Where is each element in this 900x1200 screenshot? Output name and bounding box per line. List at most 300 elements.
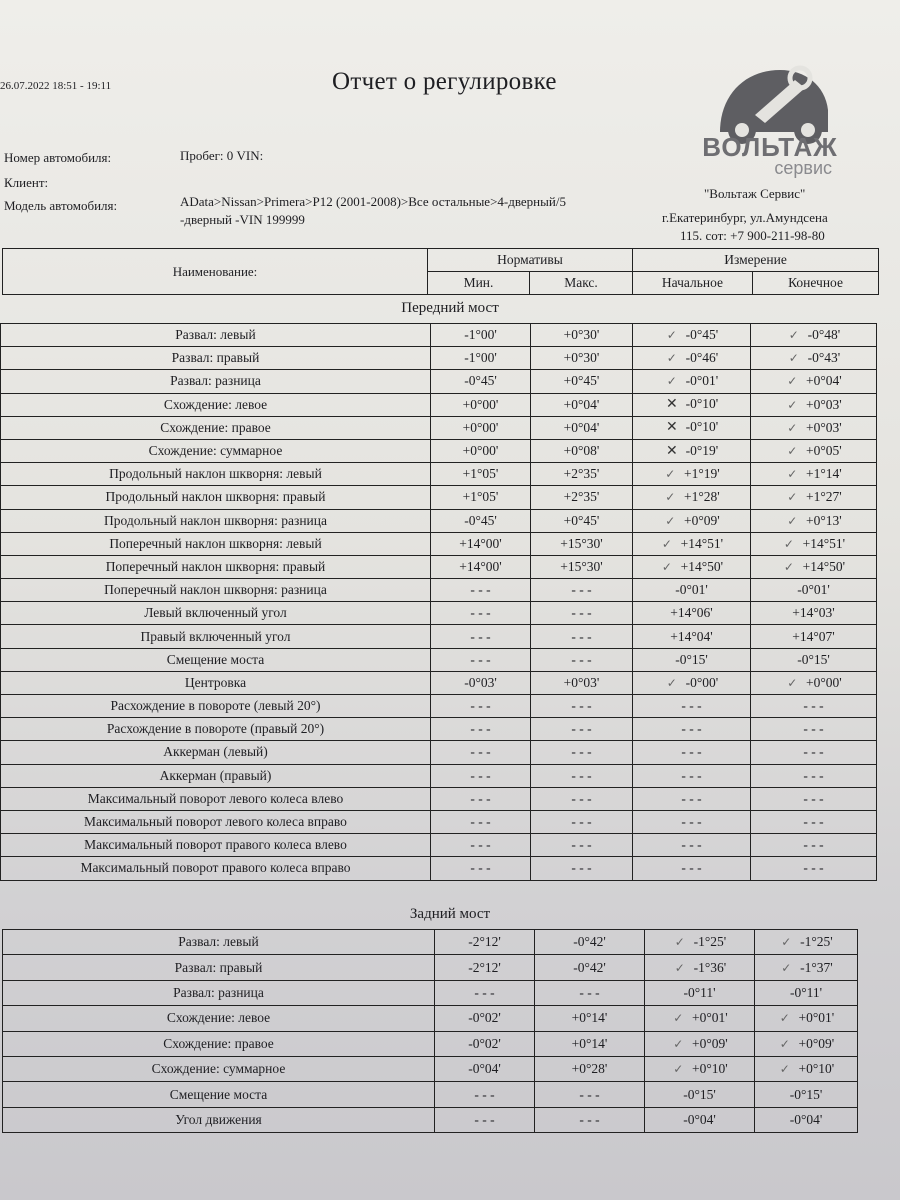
measurement-final — [751, 439, 877, 462]
check-icon: ✓ — [673, 1062, 684, 1077]
measurement-final — [751, 718, 877, 741]
rear-axle-row — [3, 980, 858, 1005]
check-icon: ✓ — [665, 513, 676, 528]
check-icon: ✓ — [788, 351, 799, 366]
check-icon: ✓ — [781, 935, 792, 950]
parameter-name: Максимальный поворот левого колеса влево — [1, 787, 431, 810]
norm-min: - - - — [431, 764, 531, 787]
norm-min: -1°00' — [431, 324, 531, 347]
measurement-value: -0°15' — [675, 651, 708, 667]
measurement-value: - - - — [803, 767, 824, 783]
measurement-initial — [633, 416, 751, 439]
norm-min: - - - — [431, 648, 531, 671]
norm-min: -2°12' — [435, 955, 535, 980]
norm-max: +0°14' — [535, 1006, 645, 1031]
measurement-value: +14°50' — [680, 558, 724, 574]
norm-min: +0°00' — [431, 416, 531, 439]
measurement-initial — [633, 718, 751, 741]
front-axle-heading: Передний мост — [401, 300, 499, 316]
measurement-final — [755, 955, 858, 980]
measurement-value: +14°06' — [670, 605, 713, 621]
measurement-final — [755, 930, 858, 955]
measurement-value: +0°01' — [798, 1010, 835, 1026]
norm-max: +0°08' — [531, 439, 633, 462]
norm-max: - - - — [531, 579, 633, 602]
measurement-value: -1°25' — [693, 934, 727, 950]
measurement-value: - - - — [681, 767, 702, 783]
measurement-value: -1°36' — [693, 959, 727, 975]
norm-max: +0°14' — [535, 1031, 645, 1056]
measurement-final — [751, 671, 877, 694]
measurement-value: +0°09' — [692, 1035, 728, 1051]
measurement-initial — [633, 486, 751, 509]
check-icon: ✓ — [787, 374, 798, 389]
front-axle-row — [1, 764, 877, 787]
parameter-name: Аккерман (правый) — [1, 764, 431, 787]
check-icon: ✓ — [674, 935, 685, 950]
front-axle-row — [1, 439, 877, 462]
measurement-final — [751, 834, 877, 857]
norm-max: +0°45' — [531, 509, 633, 532]
front-axle-row — [1, 532, 877, 555]
parameter-name: Схождение: правое — [1, 416, 431, 439]
front-axle-row — [1, 718, 877, 741]
measurement-final — [751, 347, 877, 370]
measurement-final — [751, 625, 877, 648]
company-name: "Вольтаж Сервис" — [704, 186, 806, 201]
measurement-final — [751, 810, 877, 833]
measurement-initial — [633, 857, 751, 880]
check-icon: ✓ — [779, 1036, 790, 1051]
measurement-value: -0°45' — [685, 327, 719, 343]
measurement-value: +14°07' — [792, 628, 835, 644]
parameter-name: Аккерман (левый) — [1, 741, 431, 764]
measurement-initial — [633, 602, 751, 625]
front-axle-row — [1, 393, 877, 416]
measurement-value: - - - — [803, 721, 824, 737]
check-icon: ✓ — [674, 960, 685, 975]
rear-axle-row — [3, 1082, 858, 1107]
parameter-name: Схождение: суммарное — [1, 439, 431, 462]
client-label: Клиент: — [4, 175, 49, 190]
norm-min: - - - — [431, 741, 531, 764]
front-axle-row — [1, 625, 877, 648]
measurement-value: -0°00' — [685, 674, 719, 690]
front-axle-row — [1, 463, 877, 486]
check-icon: ✓ — [788, 328, 799, 343]
front-axle-row — [1, 416, 877, 439]
measurement-value: +0°00' — [806, 674, 842, 690]
check-icon: ✓ — [783, 536, 794, 551]
norm-max: - - - — [535, 1107, 645, 1132]
column-max-header: Макс. — [530, 272, 633, 295]
car-model-value-line2: -дверный -VIN 199999 — [180, 212, 305, 227]
rear-axle-row — [3, 1056, 858, 1081]
parameter-name: Схождение: левое — [1, 393, 431, 416]
norm-min: +0°00' — [431, 393, 531, 416]
front-axle-row — [1, 602, 877, 625]
check-icon: ✓ — [661, 559, 672, 574]
measurement-value: +0°10' — [692, 1061, 728, 1077]
car-number-label: Номер автомобиля: — [4, 150, 112, 165]
measurement-value: - - - — [681, 744, 702, 760]
measurement-initial — [633, 393, 751, 416]
measurement-value: +14°50' — [802, 558, 846, 574]
norm-min: +1°05' — [431, 486, 531, 509]
report-title: Отчет о регулировке — [332, 68, 557, 95]
norm-min: -0°02' — [435, 1031, 535, 1056]
front-axle-row — [1, 509, 877, 532]
norm-min: - - - — [431, 787, 531, 810]
measurement-value: -0°11' — [683, 984, 716, 1000]
measurement-final — [755, 1056, 858, 1081]
measurement-initial — [645, 1006, 755, 1031]
measurement-initial — [633, 834, 751, 857]
front-axle-row — [1, 857, 877, 880]
measurement-value: - - - — [803, 744, 824, 760]
parameter-name: Продольный наклон шкворня: разница — [1, 509, 431, 532]
norm-max: +0°30' — [531, 324, 633, 347]
front-axle-row — [1, 810, 877, 833]
norm-max: +0°04' — [531, 416, 633, 439]
check-icon: ✓ — [787, 513, 798, 528]
front-axle-table — [0, 323, 877, 881]
measurement-final — [751, 764, 877, 787]
norm-min: - - - — [435, 1082, 535, 1107]
norm-min: +0°00' — [431, 439, 531, 462]
measurement-value: -0°48' — [807, 327, 841, 343]
measurement-final — [751, 509, 877, 532]
parameter-name: Развал: разница — [1, 370, 431, 393]
norm-max: +0°45' — [531, 370, 633, 393]
check-icon: ✓ — [665, 490, 676, 505]
norm-min: - - - — [431, 834, 531, 857]
parameter-name: Смещение моста — [1, 648, 431, 671]
norm-min: - - - — [431, 718, 531, 741]
measurement-initial — [633, 764, 751, 787]
measurement-initial — [633, 370, 751, 393]
measurement-value: +0°03' — [806, 396, 842, 412]
front-axle-row — [1, 671, 877, 694]
rear-axle-table — [2, 929, 858, 1133]
parameter-name: Развал: правый — [1, 347, 431, 370]
norm-min: -2°12' — [435, 930, 535, 955]
measurement-initial — [633, 532, 751, 555]
check-icon: ✓ — [779, 1062, 790, 1077]
measurement-initial — [633, 324, 751, 347]
measurement-final — [751, 648, 877, 671]
norm-max: +2°35' — [531, 486, 633, 509]
norm-max: +0°30' — [531, 347, 633, 370]
norm-min: -0°04' — [435, 1056, 535, 1081]
measurement-value: -0°15' — [797, 651, 830, 667]
measurement-final — [755, 1082, 858, 1107]
measurement-value: -0°01' — [685, 373, 719, 389]
measurement-value: - - - — [803, 814, 824, 830]
measurement-value: +0°10' — [798, 1061, 835, 1077]
norm-min: -0°02' — [435, 1006, 535, 1031]
norm-min: - - - — [435, 1107, 535, 1132]
measurement-final — [755, 1006, 858, 1031]
parameter-name: Смещение моста — [3, 1082, 435, 1107]
norm-min: -0°45' — [431, 370, 531, 393]
report-datetime: 26.07.2022 18:51 - 19:11 — [0, 80, 112, 92]
measurement-value: -0°15' — [683, 1086, 716, 1102]
rear-axle-heading: Задний мост — [409, 906, 491, 922]
check-icon: ✓ — [661, 536, 672, 551]
check-icon: ✓ — [787, 490, 798, 505]
measurement-initial — [633, 625, 751, 648]
company-address-line2: 115. сот: +7 900-211-98-80 — [680, 228, 825, 243]
parameter-name: Схождение: левое — [3, 1006, 435, 1031]
measurement-final — [751, 463, 877, 486]
measurement-initial — [645, 980, 755, 1005]
norm-min: - - - — [431, 602, 531, 625]
measurement-final — [751, 695, 877, 718]
rear-axle-row — [3, 930, 858, 955]
measurement-initial — [645, 930, 755, 955]
measurement-initial — [633, 787, 751, 810]
norm-max: - - - — [535, 1082, 645, 1107]
parameter-name: Левый включенный угол — [1, 602, 431, 625]
check-icon: ✓ — [673, 1036, 684, 1051]
front-axle-row — [1, 370, 877, 393]
norm-max: - - - — [531, 648, 633, 671]
measurement-final — [751, 555, 877, 578]
measurement-value: -1°37' — [800, 959, 833, 975]
measurement-initial — [633, 579, 751, 602]
measurement-value: -0°15' — [789, 1086, 823, 1102]
measurement-value: -0°11' — [789, 984, 823, 1000]
measurement-value: -0°04' — [789, 1111, 823, 1127]
measurement-final — [751, 857, 877, 880]
check-icon: ✓ — [666, 675, 677, 690]
measurement-final — [751, 393, 877, 416]
measurement-initial — [633, 695, 751, 718]
measurement-value: +0°03' — [806, 419, 842, 435]
norm-min: +14°00' — [431, 532, 531, 555]
norm-max: - - - — [531, 741, 633, 764]
front-axle-row — [1, 486, 877, 509]
measurement-value: -1°25' — [800, 934, 833, 950]
norm-max: +2°35' — [531, 463, 633, 486]
cross-icon: ✕ — [665, 443, 678, 459]
measurement-value: -0°10' — [685, 419, 719, 435]
norm-max: - - - — [531, 764, 633, 787]
measurement-initial — [645, 1031, 755, 1056]
measurement-initial — [633, 741, 751, 764]
norm-max: +0°28' — [535, 1056, 645, 1081]
check-icon: ✓ — [787, 444, 798, 459]
mileage-vin: Пробег: 0 VIN: — [180, 148, 264, 163]
measurement-value: +1°19' — [684, 466, 720, 482]
measurement-value: -0°01' — [675, 582, 708, 598]
front-axle-row — [1, 787, 877, 810]
rear-axle-row — [3, 955, 858, 980]
measurement-initial — [633, 347, 751, 370]
measurement-value: - - - — [681, 790, 702, 806]
measurement-value: -0°01' — [797, 582, 830, 598]
logo-text: ВОЛЬТАЖ — [702, 132, 838, 162]
measurement-value: +0°01' — [692, 1010, 728, 1026]
parameter-name: Развал: правый — [3, 955, 435, 980]
norm-max: - - - — [531, 787, 633, 810]
measurement-value: - - - — [803, 698, 824, 714]
norm-min: -1°00' — [431, 347, 531, 370]
norm-max: - - - — [531, 810, 633, 833]
measurement-value: +14°03' — [792, 605, 835, 621]
parameter-name: Схождение: суммарное — [3, 1056, 435, 1081]
parameter-name: Развал: левый — [1, 324, 431, 347]
column-measurement-header: Измерение — [633, 249, 879, 272]
norm-max: - - - — [535, 980, 645, 1005]
norm-max: - - - — [531, 625, 633, 648]
parameter-name: Центровка — [1, 671, 431, 694]
measurement-final — [751, 324, 877, 347]
measurement-final — [751, 416, 877, 439]
measurement-value: -0°04' — [683, 1111, 716, 1127]
measurement-initial — [633, 439, 751, 462]
column-final-header: Конечное — [753, 272, 879, 295]
measurement-value: +14°51' — [802, 535, 846, 551]
check-icon: ✓ — [787, 420, 798, 435]
measurement-initial — [633, 463, 751, 486]
measurement-final — [751, 741, 877, 764]
measurement-initial — [645, 1056, 755, 1081]
parameter-name: Поперечный наклон шкворня: левый — [1, 532, 431, 555]
norm-max: - - - — [531, 834, 633, 857]
norm-min: - - - — [431, 579, 531, 602]
check-icon: ✓ — [666, 328, 677, 343]
measurement-value: +1°27' — [806, 489, 842, 505]
column-name-header: Наименование: — [3, 249, 428, 295]
check-icon: ✓ — [779, 1011, 790, 1026]
measurement-value: -0°19' — [685, 442, 719, 458]
measurement-final — [755, 980, 858, 1005]
measurement-value: -0°46' — [685, 350, 719, 366]
parameter-name: Поперечный наклон шкворня: правый — [1, 555, 431, 578]
check-icon: ✓ — [781, 960, 792, 975]
measurement-final — [755, 1107, 858, 1132]
front-axle-row — [1, 741, 877, 764]
column-min-header: Мин. — [428, 272, 530, 295]
parameter-name: Схождение: правое — [3, 1031, 435, 1056]
measurement-value: +1°28' — [684, 489, 720, 505]
parameter-name: Продольный наклон шкворня: правый — [1, 486, 431, 509]
measurement-value: - - - — [681, 837, 702, 853]
norm-max: - - - — [531, 718, 633, 741]
check-icon: ✓ — [665, 467, 676, 482]
parameter-name: Максимальный поворот правого колеса вправо — [1, 857, 431, 880]
measurement-final — [751, 486, 877, 509]
parameter-name: Максимальный поворот левого колеса вправо — [1, 810, 431, 833]
column-norms-header: Нормативы — [428, 249, 633, 272]
column-initial-header: Начальное — [633, 272, 753, 295]
measurement-value: - - - — [803, 837, 824, 853]
check-icon: ✓ — [787, 467, 798, 482]
check-icon: ✓ — [787, 675, 798, 690]
parameter-name: Максимальный поворот правого колеса влево — [1, 834, 431, 857]
measurement-initial — [645, 955, 755, 980]
norm-min: -0°45' — [431, 509, 531, 532]
front-axle-row — [1, 695, 877, 718]
norm-max: - - - — [531, 695, 633, 718]
parameter-name: Расхождение в повороте (левый 20°) — [1, 695, 431, 718]
rear-axle-row — [3, 1031, 858, 1056]
front-axle-row — [1, 834, 877, 857]
rear-axle-row — [3, 1107, 858, 1132]
norm-min: - - - — [431, 695, 531, 718]
norm-max: -0°42' — [535, 955, 645, 980]
check-icon: ✓ — [666, 351, 677, 366]
front-axle-row — [1, 555, 877, 578]
measurement-final — [755, 1031, 858, 1056]
measurement-value: -0°10' — [685, 396, 719, 412]
measurement-value: +0°09' — [798, 1035, 835, 1051]
measurement-value: +14°51' — [680, 535, 724, 551]
norm-max: - - - — [531, 602, 633, 625]
norm-max: +15°30' — [531, 555, 633, 578]
measurement-final — [751, 602, 877, 625]
columns-header — [2, 248, 879, 295]
norm-max: +0°03' — [531, 671, 633, 694]
front-axle-row — [1, 347, 877, 370]
measurement-value: +0°05' — [806, 443, 842, 459]
measurement-initial — [633, 648, 751, 671]
check-icon: ✓ — [783, 559, 794, 574]
parameter-name: Развал: левый — [3, 930, 435, 955]
norm-min: - - - — [431, 857, 531, 880]
norm-min: - - - — [431, 810, 531, 833]
norm-min: - - - — [435, 980, 535, 1005]
cross-icon: ✕ — [665, 420, 678, 436]
front-axle-row — [1, 579, 877, 602]
measurement-initial — [633, 555, 751, 578]
measurement-final — [751, 579, 877, 602]
parameter-name: Правый включенный угол — [1, 625, 431, 648]
company-address-line1: г.Екатеринбург, ул.Амундсена — [662, 210, 828, 225]
check-icon: ✓ — [666, 374, 677, 389]
logo-subtext: сервис — [774, 158, 832, 178]
measurement-value: +0°09' — [684, 512, 720, 528]
car-model-label: Модель автомобиля: — [4, 198, 118, 213]
measurement-initial — [633, 810, 751, 833]
norm-max: +15°30' — [531, 532, 633, 555]
rear-axle-row — [3, 1006, 858, 1031]
norm-min: -0°03' — [431, 671, 531, 694]
measurement-value: +14°04' — [670, 628, 713, 644]
measurement-initial — [633, 671, 751, 694]
norm-max: - - - — [531, 857, 633, 880]
measurement-final — [751, 370, 877, 393]
front-axle-row — [1, 648, 877, 671]
measurement-initial — [645, 1082, 755, 1107]
norm-min: - - - — [431, 625, 531, 648]
measurement-value: - - - — [681, 814, 702, 830]
measurement-value: +0°04' — [806, 373, 842, 389]
check-icon: ✓ — [673, 1011, 684, 1026]
measurement-value: +1°14' — [806, 466, 842, 482]
measurement-value: - - - — [681, 860, 702, 876]
check-icon: ✓ — [787, 397, 798, 412]
norm-min: +14°00' — [431, 555, 531, 578]
parameter-name: Расхождение в повороте (правый 20°) — [1, 718, 431, 741]
measurement-value: - - - — [803, 860, 824, 876]
car-model-value: AData>Nissan>Primera>P12 (2001-2008)>Все остальные>4-дверный/5 — [180, 194, 566, 209]
measurement-value: -0°43' — [807, 350, 841, 366]
measurement-value: - - - — [681, 698, 702, 714]
front-axle-row — [1, 324, 877, 347]
